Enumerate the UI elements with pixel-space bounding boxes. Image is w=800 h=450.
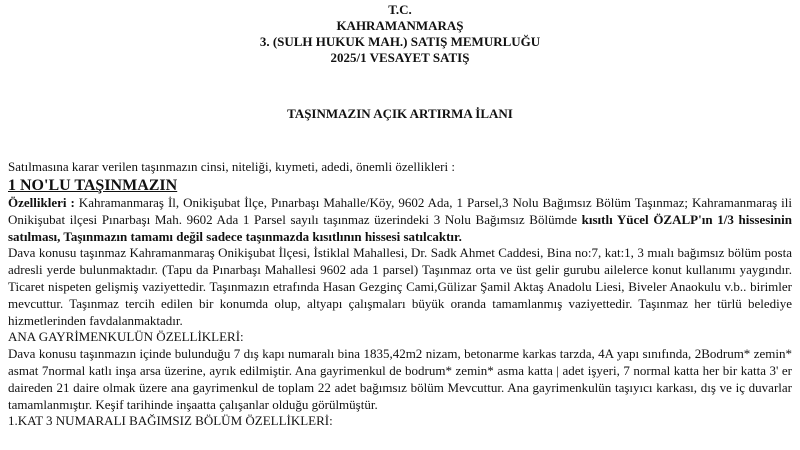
document-title: TAŞINMAZIN AÇIK ARTIRMA İLANI <box>287 106 513 121</box>
features-text: Kahramanmaraş İl, Onikişubat İlçe, Pınarbaşı Mahalle/Köy, 9602 Ada, 1 Parsel,3 Nolu Bağımsız Bölüm Taşınmaz; Kahramanmaraş ili Onikişubat ilçesi Pınarbaşı Mah. 9602 Ada 1 Parsel sayılı taşınmaz üzerindeki 3 Nolu Bağımsız Bölümde <box>8 195 793 227</box>
features-paragraph <box>8 195 792 245</box>
main-property-heading: ANA GAYRİMENKULÜN ÖZELLİKLERİ: <box>8 329 244 345</box>
header-line-case: 2025/1 VESAYET SATIŞ <box>330 50 470 65</box>
features-label: Özellikleri : <box>8 195 75 210</box>
main-property-paragraph: Dava konusu taşınmazın içinde bulunduğu 7 dış kapı numaralı bina 1835,42m2 nizam, betonarme karkas tarzda, 4A yapı sınıfında, 2Bodrum* zemin* asmat 7normal katlı inşa arsa üzerine, ayrık edilmiştir. Ana gayrimenkul de bodrum* zemin* asma katta | adet işyeri, 7 normal katta her bir katta 3' er daireden 21 daire olmak üzere ana gayrimenkul de toplam 22 adet bağımsız bölüm Mevcuttur. Ana gayrimenkulün taşıyıcı karkası, dış ve iç duvarlar tamamlanmıştır. Keşif tarihinde inşaatta çalışanlar olduğu görülmüştür. <box>8 346 792 412</box>
intro-text: Satılmasına karar verilen taşınmazın cinsi, niteliği, kıymeti, adedi, önemli özellikleri : <box>8 159 455 174</box>
location-paragraph: Dava konusu taşınmaz Kahramanmaraş Onikişubat İlçesi, İstiklal Mahallesi, Dr. Sadk Ahmet Caddesi, Bina no:7, kat:1, 3 mıalı bağımsız bölüm posta adresli yerde bulunmaktadır. (Tapu da Pınarbaşı Mahallesi 9602 ada 1 parsel) Taşınmaz orta ve üst gelir gurubu ailelerce konut kullanımı yaygındır. Ticaret nispeten gelişmiş vaziyettedir. Taşınmazın etrafında Hasan Gezginç Cami,Gülizar Şamil Aktaş Anadolu Liesi, Biveler Anaokulu v.b.. birimler mevcuttur. Taşınmaz tercih edilen bir konumda olup, altyapı çalışmaları büyük oranda tamamlanmış vaziyettedir. Taşınmaz her türlü belediye hizmetlerinden favdalanmaktadır. <box>8 245 792 328</box>
header-line-tc: T.C. <box>388 2 412 17</box>
section-heading: 1 NO'LU TAŞINMAZIN <box>8 177 178 194</box>
document-header <box>8 0 792 66</box>
header-line-office: 3. (SULH HUKUK MAH.) SATIŞ MEMURLUĞU <box>259 34 541 49</box>
features-bold-text: kısıtlı Yücel ÖZALP'ın 1/3 hissesinin satılması, Taşınmazın tamamı değil sadece taşınmazda kısıtlının hissesi satılcaktır. <box>8 211 792 244</box>
header-line-city: KAHRAMANMARAŞ <box>336 18 464 33</box>
unit-features-heading: 1.KAT 3 NUMARALI BAĞIMSIZ BÖLÜM ÖZELLİKLERİ: <box>8 413 333 429</box>
